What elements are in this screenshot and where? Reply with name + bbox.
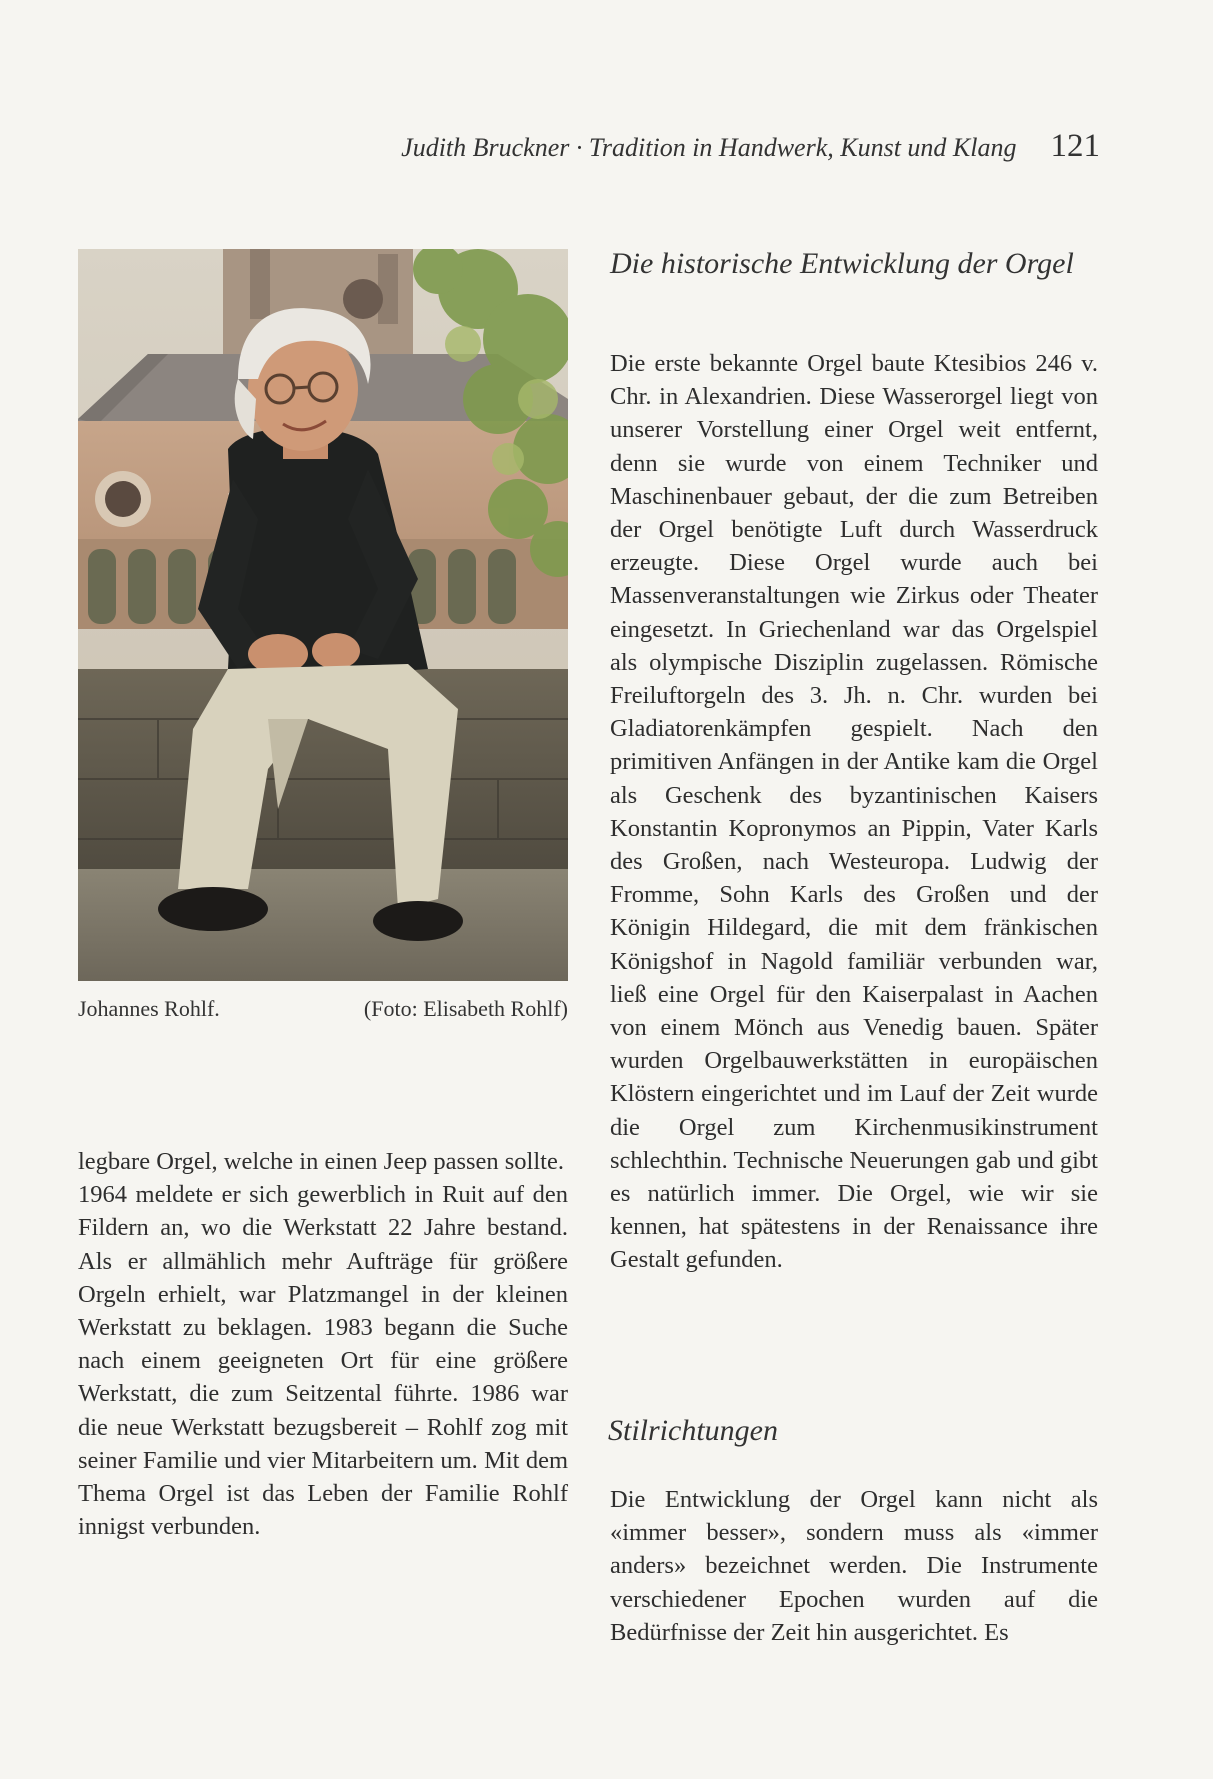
section-heading-styles: Stilrichtungen [608,1414,778,1447]
left-paragraph-1: legbare Orgel, welche in einen Jeep passen sollte. [78,1148,564,1175]
page-number: 121 [1050,128,1100,164]
history-paragraph: Die erste bekannte Orgel baute Ktesibios 246 v. Chr. in Alexandrien. Diese Wasserorgel liegt von unserer Vorstellung einer Orgel weit entfernt, denn sie wurde von einem Techniker und Maschinenbauer gebaut, der die zum Betreiben der Orgel benötigte Luft durch Wasserdruck erzeugte. Diese Orgel wurde auch bei Massenveranstaltungen wie Zirkus oder Theater eingesetzt. In Griechenland war das Orgelspiel als olympische Disziplin zugelassen. Römische Freiluftorgeln des 3. Jh. n. Chr. wurden bei Gladiatorenkämpfen gespielt. Nach den primitiven Anfängen in der Antike kam die Orgel als Geschenk des byzantinischen Kaisers Konstantin Kopronymos an Pippin, Vater Karls des Großen, nach Westeuropa. Ludwig der Fromme, Sohn Karls des Großen und der Königin Hildegard, die mit dem fränkischen Königshof in Nagold familiär verbunden war, ließ eine Orgel für den Kaiserpalast in Aachen von einem Mönch aus Venedig bauen. Später wurden Orgelbauwerkstätten in europäischen Klöstern eingerichtet und im Lauf der Zeit wurde die Orgel zum Kirchenmusikinstrument schlechthin. Technische Neuerungen gab und gibt es natürlich immer. Die Orgel, wie wir sie kennen, hat spätestens in der Renaissance ihre Gestalt gefunden. [610,350,1098,1274]
section-heading-history: Die historische Entwicklung der Orgel [610,247,1074,280]
left-column-text [78,1145,568,1543]
photo-illustration [78,249,568,981]
styles-column-text [610,1483,1098,1649]
running-head: Judith Bruckner · Tradition in Handwerk, Kunst und Klang [401,133,1017,162]
left-paragraph-2: 1964 meldete er sich gewerblich in Ruit auf den Fildern an, wo die Werkstatt 22 Jahre bestand. Als er allmählich mehr Aufträge für größere Orgeln erhielt, war Platzmangel in der kleinen Werkstatt zu beklagen. 1983 begann die Suche nach einem geeigneten Ort für eine größere Werkstatt, die zum Seitzental führte. 1986 war die neue Werkstatt bezugsbereit – Rohlf zog mit seiner Familie und vier Mitarbeitern um. Mit dem Thema Orgel ist das Leben der Familie Rohlf innigst verbunden. [78,1181,568,1541]
caption-name: Johannes Rohlf. [78,996,220,1021]
page-header [300,128,1100,178]
styles-paragraph: Die Entwicklung der Orgel kann nicht als «immer besser», sondern muss als «immer anders» bezeichnet werden. Die Instrumente verschiedener Epochen wurden auf die Bedürfnisse der Zeit hin ausgerichtet. Es [610,1486,1098,1646]
photo-caption [78,996,568,1022]
portrait-photo [78,249,568,981]
right-column-text [610,347,1098,1277]
caption-credit: (Foto: Elisabeth Rohlf) [363,996,568,1021]
